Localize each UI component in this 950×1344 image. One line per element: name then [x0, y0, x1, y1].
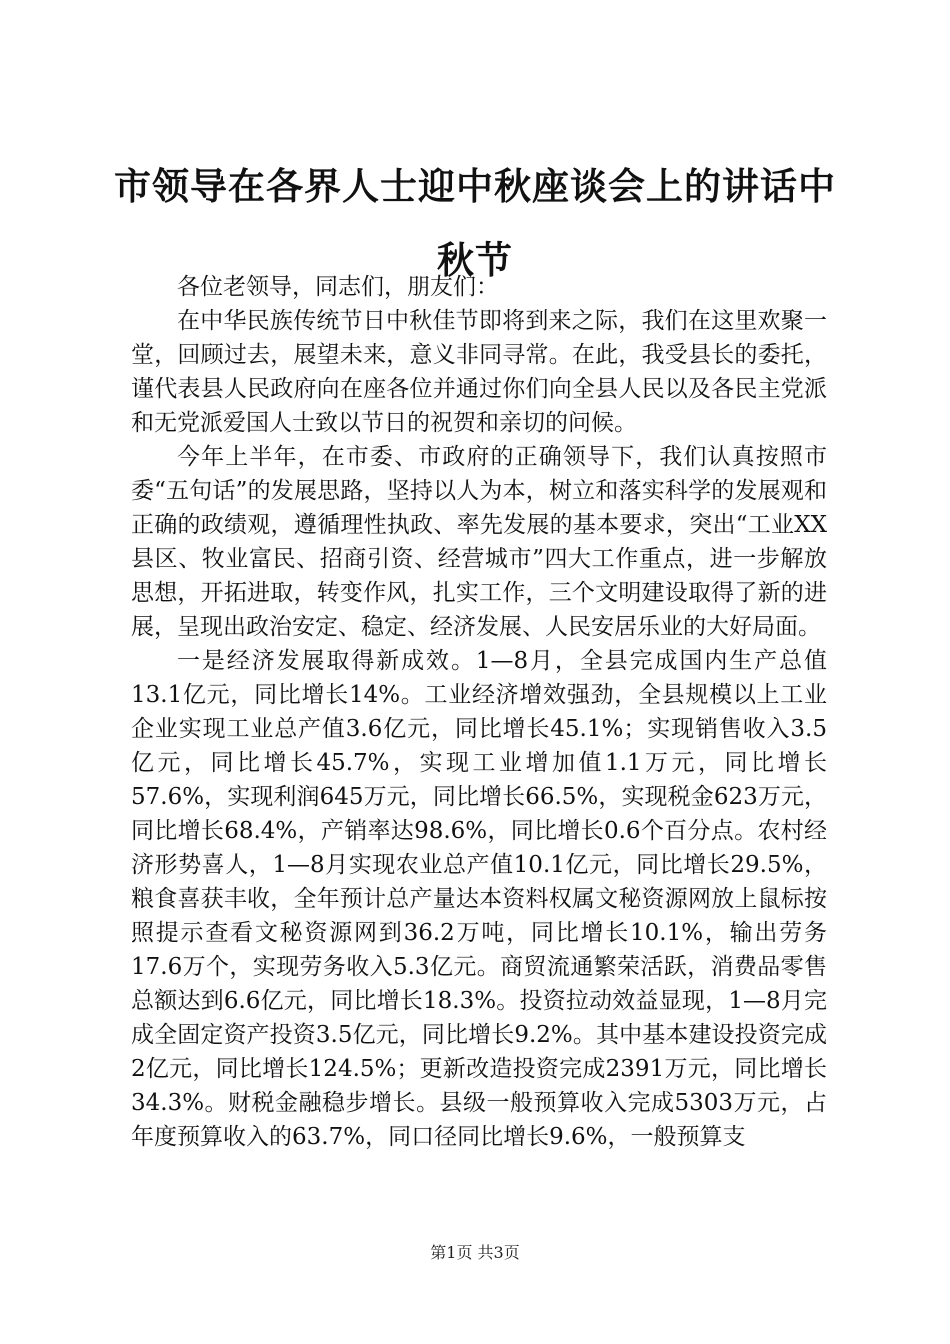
page-footer: [0, 1243, 950, 1263]
page-total: 共3页: [477, 1243, 520, 1262]
economy-paragraph: 一是经济发展取得新成效。1—8月，全县完成国内生产总值13.1亿元，同比增长14%。工业经济增效强劲，全县规模以上工业企业实现工业总产值3.6亿元，同比增长45.1%；实现销售收入3.5亿元，同比增长45.7%，实现工业增加值1.1万元，同比增长57.6%，实现利润645万元，同比增长66.5%，实现税金623万元，同比增长68.4%，产销率达98.6%，同比增长0.6个百分点。农村经济形势喜人，1—8月实现农业总产值10.1亿元，同比增长29.5%，粮食喜获丰收，全年预计总产量达本资料权属文秘资源网放上鼠标按照提示查看文秘资源网到36.2万吨，同比增长10.1%，输出劳务17.6万个，实现劳务收入5.3亿元。商贸流通繁荣活跃，消费品零售总额达到6.6亿元，同比增长18.3%。投资拉动效益显现，1—8月完成全固定资产投资3.5亿元，同比增长9.2%。其中基本建设投资完成2亿元，同比增长124.5%；更新改造投资完成2391万元，同比增长34.3%。财税金融稳步增长。县级一般预算收入完成5303万元，占年度预算收入的63.7%，同口径同比增长9.6%，一般预算支: [131, 648, 827, 1150]
document-title: 市领导在各界人士迎中秋座谈会上的讲话中秋节: [114, 165, 836, 282]
page-number: 第1页: [430, 1243, 473, 1262]
greeting-paragraph: 在中华民族传统节日中秋佳节即将到来之际，我们在这里欢聚一堂，回顾过去，展望未来，意义非同寻常。在此，我受县长的委托，谨代表县人民政府向在座各位并通过你们向全县人民以及各民主党派和无党派爱国人士致以节日的祝贺和亲切的问候。: [131, 308, 827, 436]
document-body: [131, 270, 827, 1154]
review-paragraph: 今年上半年，在市委、市政府的正确领导下，我们认真按照市委“五句话”的发展思路，坚持以人为本，树立和落实科学的发展观和正确的政绩观，遵循理性执政、率先发展的基本要求，突出“工业XX县区、牧业富民、招商引资、经营城市”四大工作重点，进一步解放思想，开拓进取，转变作风，扎实工作，三个文明建设取得了新的进展，呈现出政治安定、稳定、经济发展、人民安居乐业的大好局面。: [131, 444, 827, 640]
salutation-paragraph: 各位老领导，同志们，朋友们：: [177, 274, 499, 300]
